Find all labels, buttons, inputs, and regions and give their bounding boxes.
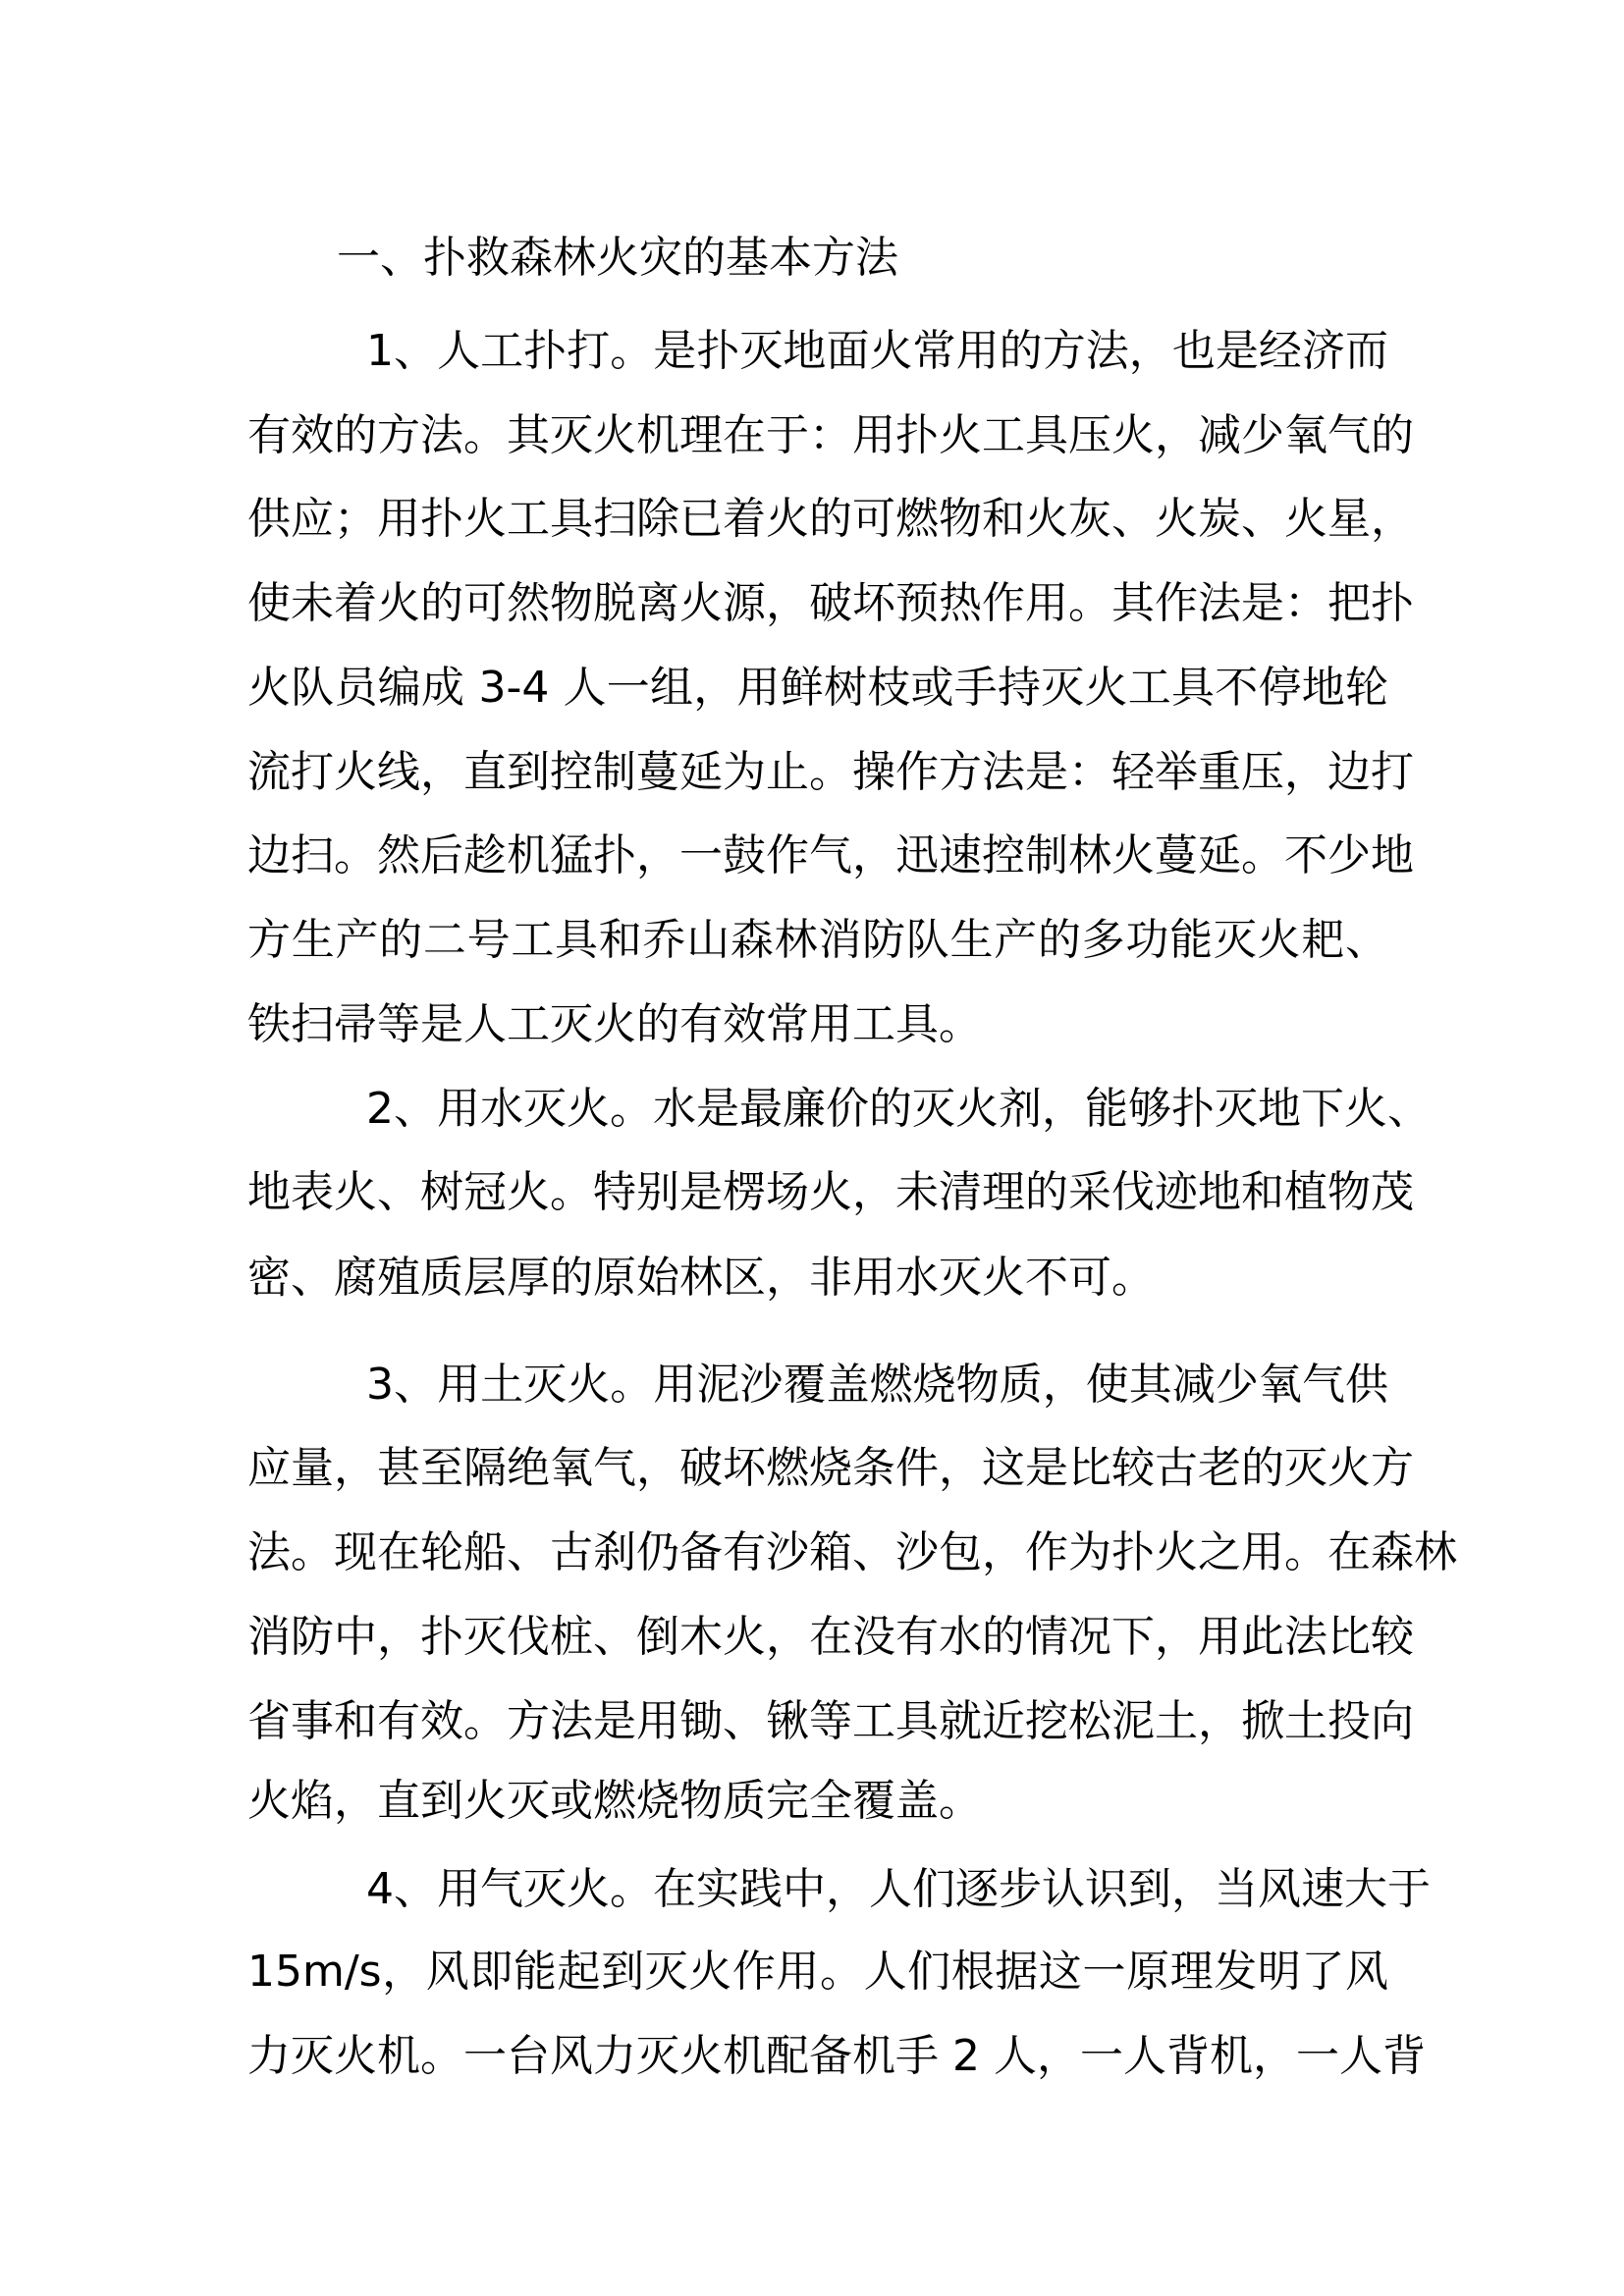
paragraph-3-line: 火焰，直到火灭或燃烧物质完全覆盖。	[247, 1776, 982, 1826]
paragraph-3-line: 消防中，扑灭伐桩、倒木火，在没有水的情况下，用此法比较	[247, 1612, 1414, 1662]
paragraph-4-line: 15m/s，风即能起到灭火作用。人们根据这一原理发明了风	[247, 1947, 1388, 1997]
paragraph-3-line: 省事和有效。方法是用锄、锹等工具就近挖松泥土，掀土投向	[247, 1696, 1414, 1746]
paragraph-2-line: 地表火、树冠火。特别是楞场火，未清理的采伐迹地和植物茂	[247, 1167, 1414, 1217]
paragraph-3-line: 应量，甚至隔绝氧气，破坏燃烧条件，这是比较古老的灭火方	[247, 1443, 1414, 1493]
paragraph-2-line: 2、用水灭火。水是最廉价的灭火剂，能够扑灭地下火、	[366, 1084, 1431, 1134]
paragraph-1-line: 使未着火的可然物脱离火源，破坏预热作用。其作法是：把扑	[247, 578, 1414, 628]
paragraph-1-line: 边扫。然后趁机猛扑，一鼓作气，迅速控制林火蔓延。不少地	[247, 830, 1414, 881]
paragraph-4-line: 力灭火机。一台风力灭火机配备机手 2 人，一人背机，一人背	[247, 2031, 1426, 2081]
paragraph-1-line: 供应；用扑火工具扫除已着火的可燃物和火灰、火炭、火星，	[247, 494, 1414, 544]
section-heading: 一、扑救森林火灾的基本方法	[337, 233, 898, 283]
paragraph-2-line: 密、腐殖质层厚的原始林区，非用水灭火不可。	[247, 1253, 1155, 1303]
paragraph-1-line: 铁扫帚等是人工灭火的有效常用工具。	[247, 999, 982, 1049]
paragraph-1-line: 1、人工扑打。是扑灭地面火常用的方法，也是经济而	[366, 326, 1388, 376]
paragraph-1-line: 火队员编成 3-4 人一组，用鲜树枝或手持灭火工具不停地轮	[247, 663, 1388, 713]
paragraph-3-line: 3、用土灭火。用泥沙覆盖燃烧物质，使其减少氧气供	[366, 1360, 1388, 1410]
paragraph-1-line: 有效的方法。其灭火机理在于：用扑火工具压火，减少氧气的	[247, 410, 1414, 460]
paragraph-1-line: 方生产的二号工具和乔山森林消防队生产的多功能灭火耙、	[247, 915, 1388, 965]
paragraph-4-line: 4、用气灭火。在实践中，人们逐步认识到，当风速大于	[366, 1864, 1431, 1914]
paragraph-1-line: 流打火线，直到控制蔓延为止。操作方法是：轻举重压，边打	[247, 747, 1414, 797]
paragraph-3-line: 法。现在轮船、古刹仍备有沙箱、沙包，作为扑火之用。在森林	[247, 1527, 1457, 1577]
